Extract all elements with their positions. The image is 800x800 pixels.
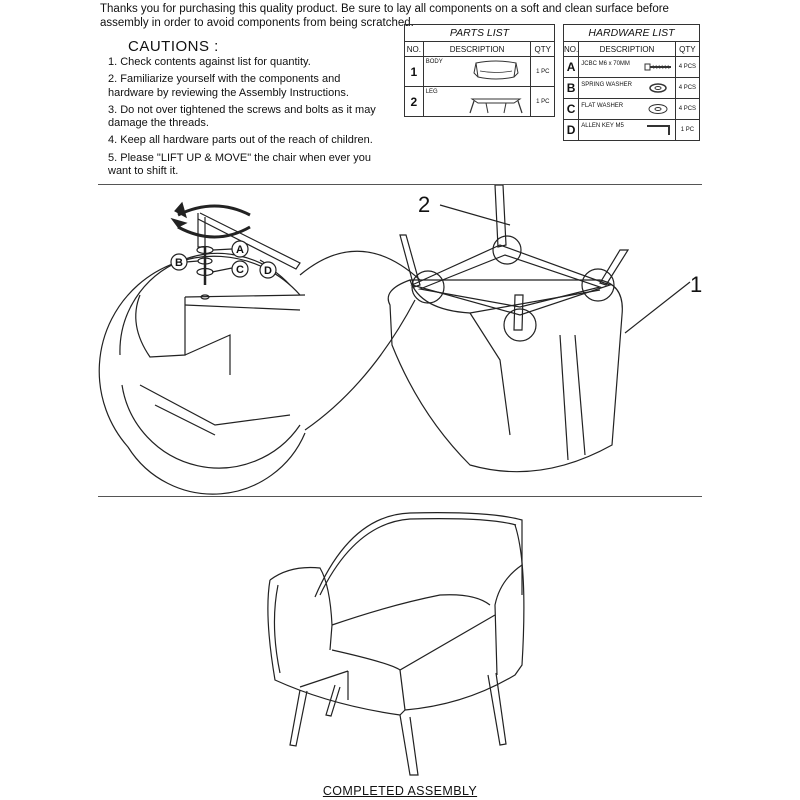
table-row xyxy=(564,120,700,141)
part-description-text: LEG xyxy=(425,88,438,95)
detail-label-b: B xyxy=(175,257,183,269)
chair-leg-frame-icon xyxy=(466,89,526,115)
hardware-description xyxy=(579,99,676,120)
spring-washer-icon xyxy=(647,82,669,94)
section-divider xyxy=(98,496,702,497)
parts-list-table xyxy=(404,24,555,117)
allen-key-icon xyxy=(643,123,673,137)
hardware-no: D xyxy=(564,120,579,141)
parts-header-no: NO. xyxy=(405,42,424,57)
detail-label-a: A xyxy=(236,244,244,256)
hardware-description xyxy=(579,78,676,99)
hardware-description-text: SPRING WASHER xyxy=(581,82,633,88)
hardware-no: C xyxy=(564,99,579,120)
caution-item: 5. Please "LIFT UP & MOVE" the chair when ever you want to shift it. xyxy=(108,151,371,178)
part-label-2: 2 xyxy=(418,192,431,217)
cautions-list xyxy=(108,56,388,182)
hardware-list-title: HARDWARE LIST xyxy=(564,25,700,42)
table-row xyxy=(564,78,700,99)
table-row xyxy=(405,87,555,117)
part-description xyxy=(423,87,531,117)
chair-upside-down-drawing xyxy=(388,185,690,472)
caution-item: 1. Check contents against list for quantity. xyxy=(108,56,311,68)
hardware-description xyxy=(579,57,676,78)
parts-header-description: DESCRIPTION xyxy=(423,42,531,57)
hardware-qty: 4 PCS xyxy=(675,99,699,120)
flat-washer-icon xyxy=(647,103,669,115)
hardware-description-text: ALLEN KEY M5 xyxy=(581,123,624,129)
allen-key-drawing xyxy=(198,213,300,269)
hardware-description-text: JCBC M6 x 70MM xyxy=(581,61,630,67)
rotation-arrow-icon xyxy=(178,206,250,237)
hardware-header-qty: QTY xyxy=(675,42,699,57)
part-qty: 1 PC xyxy=(531,87,555,117)
hardware-no: B xyxy=(564,78,579,99)
hardware-list-table xyxy=(563,24,700,141)
completed-chair-drawing xyxy=(260,505,540,777)
detail-label-d: D xyxy=(264,265,272,277)
bolt-icon xyxy=(643,61,673,73)
detail-label-c: C xyxy=(236,264,244,276)
part-description xyxy=(423,57,531,87)
part-qty: 1 PC xyxy=(531,57,555,87)
table-row xyxy=(564,57,700,78)
hardware-qty: 4 PCS xyxy=(675,78,699,99)
parts-list-title: PARTS LIST xyxy=(405,25,555,42)
parts-header-qty: QTY xyxy=(531,42,555,57)
caution-item: 2. Familiarize yourself with the components and hardware by reviewing the Assembly Instructions. xyxy=(108,73,349,99)
hardware-qty: 1 PC xyxy=(675,120,699,141)
caution-item: 3. Do not over tightened the screws and bolts as it may damage the threads. xyxy=(108,103,376,130)
part-label-1: 1 xyxy=(690,272,703,297)
table-row xyxy=(564,99,700,120)
part-no: 1 xyxy=(405,57,424,87)
part-no: 2 xyxy=(405,87,424,117)
detail-magnifier-circle xyxy=(99,256,305,494)
completed-assembly-label: COMPLETED ASSEMBLY xyxy=(322,784,478,798)
hardware-description xyxy=(579,120,676,141)
cautions-title: CAUTIONS : xyxy=(128,38,219,55)
caution-item: 4. Keep all hardware parts out of the reach of children. xyxy=(108,134,373,147)
hardware-header-no: NO. xyxy=(564,42,579,57)
hardware-qty: 4 PCS xyxy=(675,57,699,78)
intro-text: Thanks you for purchasing this quality product. Be sure to lay all components on a soft and clean surface before assembly in order to avoid components from being scratched. xyxy=(100,3,669,29)
hardware-no: A xyxy=(564,57,579,78)
assembly-diagram xyxy=(0,185,800,495)
hardware-header-description: DESCRIPTION xyxy=(579,42,676,57)
table-row xyxy=(405,57,555,87)
part-description-text: BODY xyxy=(425,58,443,65)
chair-body-icon xyxy=(466,59,526,85)
hardware-description-text: FLAT WASHER xyxy=(581,103,624,109)
